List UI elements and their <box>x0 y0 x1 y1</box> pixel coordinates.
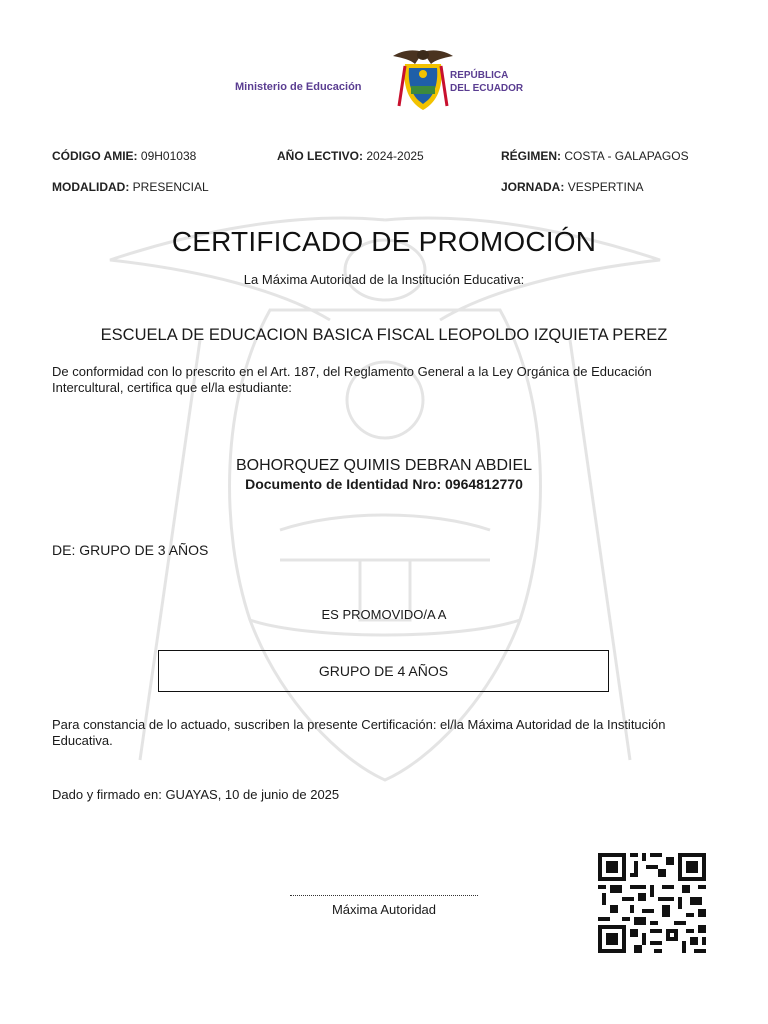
promoted-label: ES PROMOVIDO/A A <box>321 607 447 622</box>
certificate-subtitle: La Máxima Autoridad de la Institución Educativa: <box>243 272 525 287</box>
modality: MODALIDAD: PRESENCIAL <box>52 180 209 194</box>
republic-label: REPÚBLICA DEL ECUADOR <box>450 70 524 94</box>
intro-paragraph: De conformidad con lo prescrito en el Art. 187, del Reglamento General a la Ley Orgánica de Educación Intercultural, certifica que el/la estudiante: <box>52 364 652 395</box>
amie-code: CÓDIGO AMIE: 09H01038 <box>52 149 197 163</box>
regime: RÉGIMEN: COSTA - GALAPAGOS <box>501 149 689 163</box>
certificate-title: CERTIFICADO DE PROMOCIÓN <box>171 226 597 257</box>
signature-label: Máxima Autoridad <box>331 902 437 917</box>
shift: JORNADA: VESPERTINA <box>501 180 644 194</box>
student-name: BOHORQUEZ QUIMIS DEBRAN ABDIEL <box>235 457 533 474</box>
ministry-name: Ministerio de Educación <box>235 81 362 93</box>
school-year: AÑO LECTIVO: 2024-2025 <box>277 149 424 163</box>
document-header <box>0 44 768 114</box>
place-date: Dado y firmado en: GUAYAS, 10 de junio de 2025 <box>52 787 340 802</box>
from-group: DE: GRUPO DE 3 AÑOS <box>52 542 209 558</box>
qr-code-icon <box>598 853 706 953</box>
coat-of-arms-watermark <box>80 200 690 800</box>
closing-paragraph: Para constancia de lo actuado, suscriben la presente Certificación: el/la Máxima Autoridad de la Institución Educativa. <box>52 717 666 748</box>
ecuador-seal-icon <box>393 46 453 112</box>
signature-line <box>290 886 478 896</box>
promoted-group-box: GRUPO DE 4 AÑOS <box>158 650 609 692</box>
school-name: ESCUELA DE EDUCACION BASICA FISCAL LEOPOLDO IZQUIETA PEREZ <box>100 326 668 344</box>
student-document: Documento de Identidad Nro: 0964812770 <box>245 476 523 492</box>
